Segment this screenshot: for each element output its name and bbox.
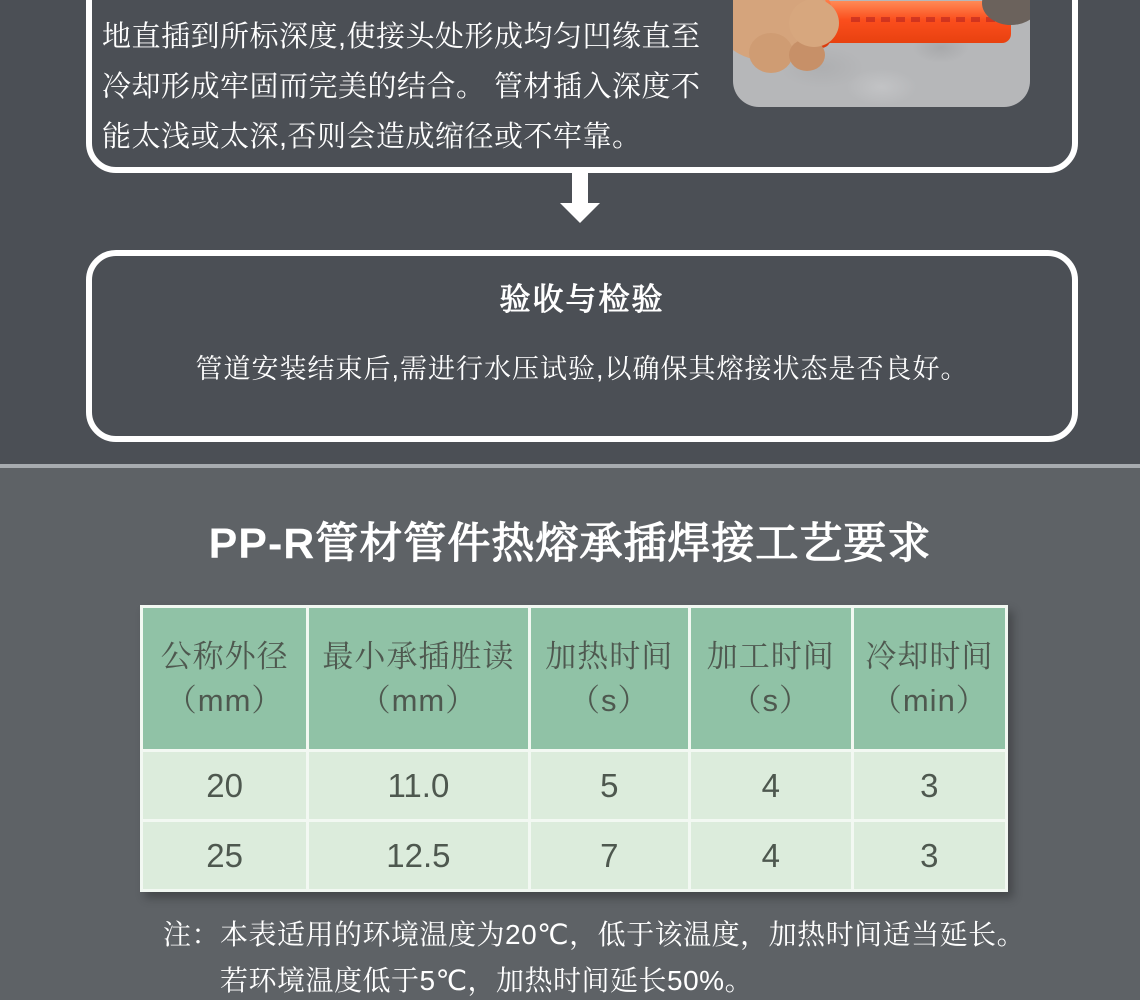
down-arrow-stem	[572, 173, 588, 203]
table-note	[163, 912, 1140, 1000]
cell: 25	[143, 822, 306, 889]
cell: 11.0	[309, 752, 527, 819]
inspection-card	[86, 250, 1078, 442]
cell: 3	[854, 752, 1005, 819]
insertion-instruction-card	[86, 0, 1078, 173]
col-header-heating-time: 加热时间 （s）	[531, 608, 688, 749]
instruction-line: 能太浅或太深,否则会造成缩径或不牢靠。	[102, 121, 642, 153]
cell: 3	[854, 822, 1005, 889]
cell: 4	[691, 822, 851, 889]
table-header-row	[143, 608, 1005, 749]
welding-spec-section	[0, 468, 1140, 1000]
col-header-cooling-time: 冷却时间 （min）	[854, 608, 1005, 749]
cell: 4	[691, 752, 851, 819]
welding-instructions-section	[0, 0, 1140, 466]
down-arrow-head	[560, 203, 600, 223]
pipe-print-text	[851, 17, 1001, 22]
pipe-insertion-photo	[733, 0, 1030, 107]
inspection-body-text: 管道安装结束后,需进行水压试验,以确保其熔接状态是否良好。	[195, 354, 969, 384]
hand-knuckle	[749, 33, 793, 73]
instruction-line: 冷却形成牢固而完美的结合。 管材插入深度不	[102, 71, 701, 103]
cell: 12.5	[309, 822, 527, 889]
col-header-processing-time: 加工时间 （s）	[691, 608, 851, 749]
cell: 7	[531, 822, 688, 889]
note-body	[220, 912, 1025, 1000]
instruction-line: 地直插到所标深度,使接头处形成均匀凹缘直至	[102, 21, 701, 53]
spec-table-title: PP-R管材管件热熔承插焊接工艺要求	[208, 520, 932, 568]
table-row	[143, 822, 1005, 889]
hand-finger	[789, 0, 839, 47]
cell: 20	[143, 752, 306, 819]
cell: 5	[531, 752, 688, 819]
col-header-outer-diameter: 公称外径 （mm）	[143, 608, 306, 749]
inspection-title: 验收与检验	[499, 282, 665, 317]
down-arrow-icon	[560, 173, 600, 223]
note-label: 注：	[163, 919, 221, 950]
note-line: 本表适用的环境温度为20℃，低于该温度，加热时间适当延长。	[220, 919, 1026, 950]
col-header-min-socket-depth: 最小承插胜读 （mm）	[309, 608, 527, 749]
welding-spec-table	[140, 605, 1008, 892]
note-line: 若环境温度低于5℃，加热时间延长50%。	[220, 965, 754, 996]
insertion-instruction-text	[102, 12, 742, 162]
table-row	[143, 752, 1005, 819]
